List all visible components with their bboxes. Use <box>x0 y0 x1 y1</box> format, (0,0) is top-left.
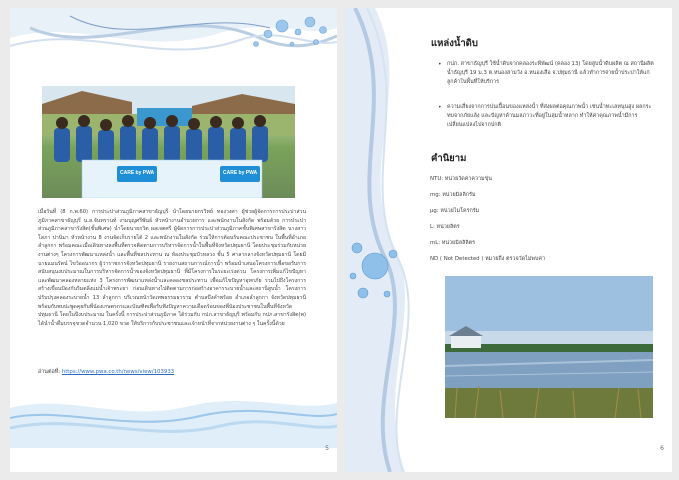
definition-item: ND ( Not Detected ) หมายถึง ตรวจวัดไม่พบค่า <box>430 256 545 262</box>
bottom-water-splash <box>10 388 337 448</box>
bullet-text: ความเสี่ยงจากการปนเปื้อนของแหล่งน้ำ ที่ส่งผลต่อคุณภาพน้ำ เช่นน้ำทะเลหนุนสูง ผลกระทบจากภัยแล้ง และปัญหาด้านมลภาวะที่อยู่ในลุ่มน้ำหลาก ทำให้ค่าคุณภาพน้ำมีการเปลี่ยนแปลงไปจากปกติ <box>447 104 652 128</box>
left-page <box>10 8 337 472</box>
read-more-label: อ่านต่อที่: <box>38 369 61 375</box>
page-number: 5 <box>325 445 329 452</box>
definition-item: mL: หน่วยมิลลิลิตร <box>430 240 476 246</box>
heading-glossary: คำนิยาม <box>431 153 467 164</box>
definition-item: µg: หน่วยไมโครกรัม <box>430 208 480 214</box>
page-number: 6 <box>660 445 664 452</box>
reservoir-photo <box>445 276 653 418</box>
heading-raw-water-source: แหล่งน้ำดิบ <box>431 38 478 49</box>
bullet-text: กปภ. สาขาธัญบุรี ใช้น้ำดิบจากคลองระพีพัฒน์ (คลอง 13) โดยสูบน้ำดิบผลิต ณ สถานีผลิตน้ำธัญบุรี 19 ม.3 ต.หนองสามวัง อ.หนองเสือ จ.ปทุมธานี แล้วทำการจ่ายน้ำประปาให้แก่ลูกค้าในพื้นที่ให้บริการ <box>447 61 654 85</box>
right-page <box>345 8 672 472</box>
bullet-item <box>438 60 657 87</box>
read-more-link[interactable]: https://www.pwa.co.th/news/view/103933 <box>61 369 175 375</box>
banner-label-2: CARE by PWA <box>223 170 258 176</box>
read-more <box>38 368 174 376</box>
banner-label-1: CARE by PWA <box>120 170 155 176</box>
bullet-dot-icon: • <box>438 61 442 68</box>
left-wave-decoration <box>345 8 435 472</box>
definition-item: L: หน่วยลิตร <box>430 224 460 230</box>
bullet-dot-icon: • <box>438 104 442 111</box>
definition-item: mg: หน่วยมิลลิกรัม <box>430 192 476 198</box>
definition-item: NTU: หน่วยวัดค่าความขุ่น <box>430 176 492 182</box>
event-photo <box>42 86 295 198</box>
top-wave-decoration <box>10 8 337 88</box>
bullet-item <box>438 103 657 130</box>
news-body-text: เมื่อวันที่ (8 ก.พ.60) การประปาส่วนภูมิภาคสาขาธัญบุรี นำโดยนายกรวิทย์ ทองวงศา ผู้ช่วยผู้จัดการการประปาส่วนภูมิภาคสาขาธัญบุรี น.ส.จันทรานท์ งามบุญศรีพันธ์ หัวหน้างานอำนวยการ และพนักงานในสังกัด พร้อมด้วย การประปาส่วนภูมิภาคสาขารังสิต(ชั้นพิเศษ) นำโดยนายกวิต ผลเจตศรี ผู้จัดการการประปาส่วนภูมิภาคชั้นพิเศษสาขารังสิต นางสาวโสภา ปานิมา หัวหน้างาน 8 งานจัดเก็บรายได้ 2 และพนักงานในสังกัด ร่วมให้การต้อนรับคณะประชาชน ในพื้นที่อำเภอลำลูกกา พร้อมคณะเมื่อเดินทางลงพื้นที่ตรวจติดตามการบริหารจัดการน้ำในพื้นที่จังหวัดปทุมธานี โดยประชุมร่วมกับหน่วยงานต่างๆ โครงการพัฒนาแหล่งน้ำ และพื้นที่ชลประทาน ณ ห้องประชุมบัวหลวง ชั้น 5 ศาลากลางจังหวัดปทุมธานี โดยมี นายแมนรัตน์ ไขว้ออนากร ผู้ว่าราชการจังหวัดปทุมธานี รายงานสถานการณ์การน้ำ พร้อมนำเสนอโครงการเพื่อขอรับการสนับสนุนงบประมาณในการบริหารจัดการน้ำของจังหวัดปทุมธานี ที่มีโครงการในระยะเร่งด่วน โครงการเพิ่มแก้ไขปัญหาและพัฒนาคลองหลายแห่ง 3 โครงการพัฒนาแหล่งน้ำและคลองชลประทาน เพื่อแก้ไขปัญหาอุทกภัย รวมไปถึงโครงการสร้างเขื่อนป้องกันริมตลิ่งแม่น้ำเจ้าพระยา ก่อนเดินทางไปติดตามการก่อสร้างอาคารระบายน้ำและสถานีสูบน้ำ โครงการปรับปรุงคลองระบายน้ำ 13 ลำลูกกา บริเวณหน้าวัดเทพธรรมธาราม ตำบลบึงคำพร้อย อำเภอลำลูกกา จังหวัดปทุมธานี พร้อมกับพบปะพูดคุยกับพี่น้องเกษตรกรและบัณฑิตเพื่อรับฟังปัญหาความเดือดร้อนของพี่น้องประชาชนในพื้นที่จังหวัดปทุมธานี โดยในปีงบประมาณ ในครั้งนี้ การประปาส่วนภูมิภาค ได้ร่วมกับ กปภ.สาขาธัญบุรี พร้อมกับ กปภ.สาขารังสิต(พ) ได้นำน้ำดื่มบรรจุขวดจำนวน 1,020 ขวด ให้บริการกับประชาชนและเจ้าหน้าที่จากหน่วยงานต่าง ๆ ในครั้งนี้ด้วย <box>38 209 306 327</box>
